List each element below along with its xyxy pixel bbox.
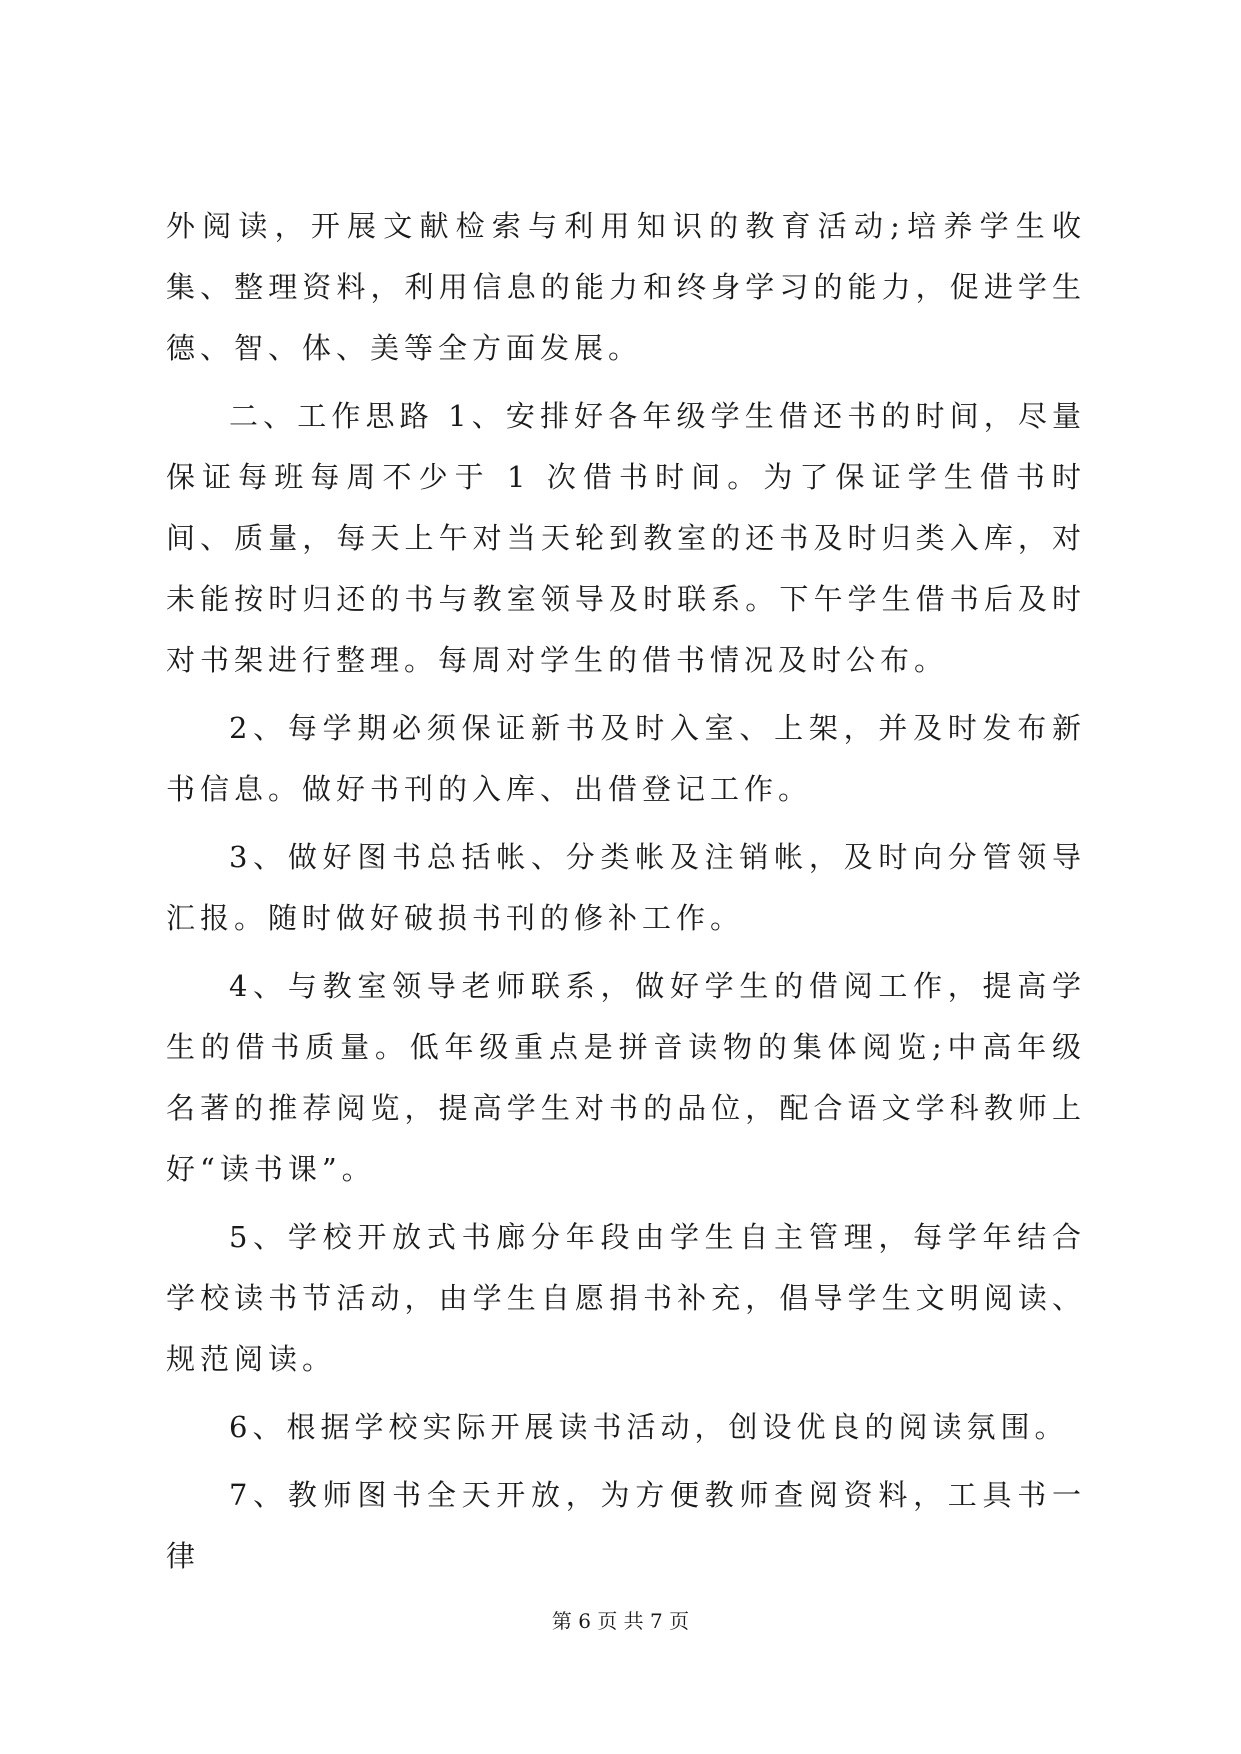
paragraph-item-2: 2、每学期必须保证新书及时入室、上架，并及时发布新书信息。做好书刊的入库、出借登记工作。 (166, 711, 1086, 806)
page-number-footer: 第 6 页 共 7 页 (551, 1609, 690, 1633)
paragraph-item-4: 4、与教室领导老师联系，做好学生的借阅工作，提高学生的借书质量。低年级重点是拼音读物的集体阅览;中高年级名著的推荐阅览，提高学生对书的品位，配合语文学科教师上好“读书课”。 (166, 969, 1086, 1186)
paragraph-work-ideas: 二、工作思路 1、安排好各年级学生借还书的时间，尽量保证每班每周不少于 1 次借书时间。为了保证学生借书时间、质量，每天上午对当天轮到教室的还书及时归类入库，对未能按时归还的书与教室领导及时联系。下午学生借书后及时对书架进行整理。每周对学生的借书情况及时公布。 (166, 399, 1086, 677)
paragraph-item-3: 3、做好图书总括帐、分类帐及注销帐，及时向分管领导汇报。随时做好破损书刊的修补工作。 (166, 840, 1086, 935)
paragraph-item-7: 7、教师图书全天开放，为方便教师查阅资料，工具书一律 (166, 1478, 1086, 1573)
paragraph-continuation: 外阅读，开展文献检索与利用知识的教育活动;培养学生收集、整理资料，利用信息的能力和终身学习的能力，促进学生德、智、体、美等全方面发展。 (166, 209, 1086, 365)
paragraph-item-5: 5、学校开放式书廊分年段由学生自主管理，每学年结合学校读书节活动，由学生自愿捐书补充，倡导学生文明阅读、规范阅读。 (166, 1220, 1086, 1376)
document-body (166, 196, 1086, 1594)
paragraph-item-6: 6、根据学校实际开展读书活动，创设优良的阅读氛围。 (229, 1410, 1069, 1444)
